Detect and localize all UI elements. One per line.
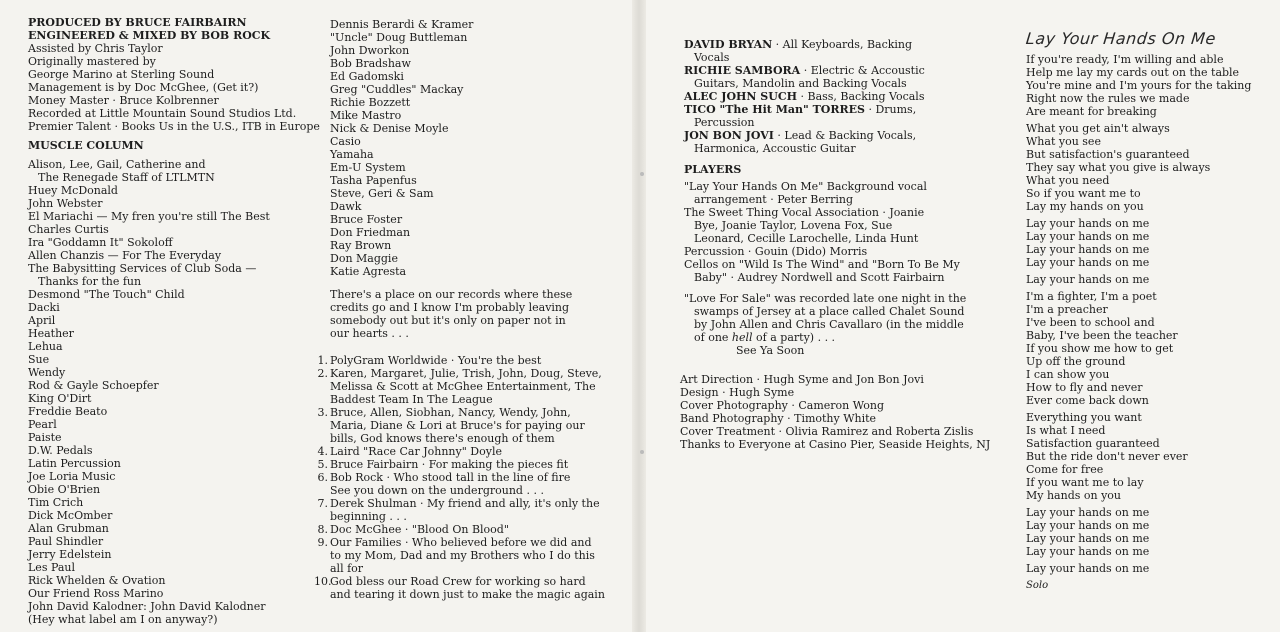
muscle-name: Desmond "The Touch" Child	[28, 288, 185, 301]
note-line: "Love For Sale" was recorded late one night in the	[684, 292, 967, 305]
production-credits-column	[28, 16, 320, 626]
band-member	[684, 129, 990, 142]
muscle-name: Les Paul	[28, 561, 76, 574]
muscle-name: King O'Dirt	[28, 392, 92, 405]
numbered-thanks-line	[314, 432, 605, 445]
muscle-name: Dacki	[28, 301, 60, 314]
member-role: · All Keyboards, Backing	[772, 38, 913, 51]
thanks-number: 1.	[317, 354, 328, 367]
lyric-line: Lay your hands on me	[1026, 273, 1150, 286]
thanks-number: 6.	[317, 471, 328, 484]
lyric-line: Baby, I've been the teacher	[1026, 329, 1178, 342]
lyric-line: If you're ready, I'm willing and able	[1026, 53, 1224, 66]
band-member	[684, 103, 990, 116]
band-credits-column	[680, 38, 991, 451]
thanks-name: Dawk	[330, 200, 362, 213]
art-credit: Design · Hugh Syme	[680, 386, 795, 399]
member-name: ALEC JOHN SUCH	[684, 90, 797, 103]
lyric-line: Satisfaction guaranteed	[1026, 437, 1160, 450]
thanks-name: Tasha Papenfus	[330, 174, 417, 187]
muscle-name: Charles Curtis	[28, 223, 109, 236]
lyric-line: I've been to school and	[1026, 316, 1155, 329]
player-credit-continued: Baby" · Audrey Nordwell and Scott Fairbairn	[694, 271, 945, 284]
thanks-number	[314, 393, 330, 406]
credit-line: Recorded at Little Mountain Sound Studios Ltd.	[28, 107, 297, 120]
numbered-thanks-line	[314, 575, 605, 588]
muscle-name: Huey McDonald	[28, 184, 118, 197]
thanks-name: Steve, Geri & Sam	[330, 187, 434, 200]
thanks-text: all for	[330, 562, 364, 575]
muscle-name-continued: The Renegade Staff of LTLMTN	[38, 171, 215, 184]
lyric-line: Lay your hands on me	[1026, 519, 1150, 532]
member-role-continued: Percussion	[694, 116, 755, 129]
muscle-name: Allen Chanzis — For The Everyday	[28, 249, 222, 262]
thanks-text: and tearing it down just to make the magic again	[330, 588, 605, 601]
note-line: of one hell of a party) . . .	[694, 331, 836, 344]
lyric-line: My hands on you	[1026, 489, 1122, 502]
lyric-stanza	[1026, 273, 1251, 286]
lyric-line: Lay your hands on me	[1026, 230, 1150, 243]
thanks-number	[314, 562, 330, 575]
numbered-thanks-line	[314, 562, 605, 575]
players-heading: PLAYERS	[684, 163, 742, 176]
thanks-number	[314, 510, 330, 523]
lyric-stanza	[1026, 562, 1251, 575]
muscle-name: Rod & Gayle Schoepfer	[28, 379, 159, 392]
muscle-name-continued: Thanks for the fun	[38, 275, 142, 288]
credit-line: George Marino at Sterling Sound	[28, 68, 215, 81]
note-line: somebody out but it's only on paper not in	[330, 314, 566, 327]
muscle-name: Our Friend Ross Marino	[28, 587, 164, 600]
thanks-text: Our Families · Who believed before we did and	[330, 536, 592, 549]
band-member	[684, 38, 990, 51]
lyric-line: Lay your hands on me	[1026, 243, 1150, 256]
note-line: our hearts . . .	[330, 327, 409, 340]
thanks-number	[314, 484, 330, 497]
muscle-name: The Babysitting Services of Club Soda —	[28, 262, 257, 275]
muscle-name: Alison, Lee, Gail, Catherine and	[28, 158, 206, 171]
thanks-text: to my Mom, Dad and my Brothers who I do this	[330, 549, 595, 562]
thanks-text: Karen, Margaret, Julie, Trish, John, Doug, Steve,	[330, 367, 602, 380]
lyric-stanza	[1026, 53, 1251, 118]
lyric-line: Lay your hands on me	[1026, 545, 1150, 558]
lyric-line: What you get ain't always	[1026, 122, 1170, 135]
lyric-line: But satisfaction's guaranteed	[1026, 148, 1190, 161]
thanks-name: Bob Bradshaw	[330, 57, 411, 70]
thanks-text: Maria, Diane & Lori at Bruce's for paying our	[330, 419, 585, 432]
love-for-sale-note	[684, 292, 990, 357]
thanks-number	[314, 380, 330, 393]
thanks-text: Baddest Team In The League	[330, 393, 493, 406]
muscle-name: Jerry Edelstein	[28, 548, 112, 561]
muscle-name: April	[28, 314, 56, 327]
art-credit: Art Direction · Hugh Syme and Jon Bon Jovi	[680, 373, 924, 386]
muscle-name: Rick Whelden & Ovation	[28, 574, 166, 587]
lyric-line: But the ride don't never ever	[1026, 450, 1188, 463]
numbered-thanks-line	[314, 471, 605, 484]
thanks-text: beginning . . .	[330, 510, 407, 523]
thanks-column	[314, 18, 605, 601]
lyric-line: What you need	[1026, 174, 1110, 187]
thanks-number: 2.	[317, 367, 328, 380]
member-role-continued: Vocals	[694, 51, 730, 64]
thanks-name: John Dworkon	[330, 44, 410, 57]
thanks-number: 5.	[317, 458, 328, 471]
numbered-thanks-line	[314, 406, 605, 419]
thanks-name: Don Maggie	[330, 252, 398, 265]
thanks-name: Don Friedman	[330, 226, 411, 239]
player-credit: "Lay Your Hands On Me" Background vocal	[684, 180, 927, 193]
numbered-thanks-line	[314, 523, 605, 536]
numbered-thanks-line	[314, 393, 605, 406]
credit-line: Assisted by Chris Taylor	[28, 42, 163, 55]
lyric-stanza	[1026, 506, 1251, 558]
muscle-column-heading: MUSCLE COLUMN	[28, 139, 144, 152]
lyric-line: I can show you	[1026, 368, 1110, 381]
lyric-line: So if you want me to	[1026, 187, 1141, 200]
numbered-thanks-line	[314, 419, 605, 432]
credit-line: Premier Talent · Books Us in the U.S., ITB in Europe	[28, 120, 320, 133]
lyric-line: If you show me how to get	[1026, 342, 1174, 355]
lyric-line: Lay your hands on me	[1026, 506, 1150, 519]
staple-mark	[640, 172, 644, 176]
lyric-stanza	[1026, 290, 1251, 407]
thanks-text: Bob Rock · Who stood tall in the line of fire	[330, 471, 571, 484]
thanks-name: Casio	[330, 135, 361, 148]
player-credit-continued: Bye, Joanie Taylor, Lovena Fox, Sue	[694, 219, 893, 232]
player-credit: The Sweet Thing Vocal Association · Joanie	[684, 206, 925, 219]
thanks-number: 10.	[314, 575, 332, 588]
thanks-name: Greg "Cuddles" Mackay	[330, 83, 464, 96]
thanks-number	[314, 419, 330, 432]
thanks-text: Melissa & Scott at McGhee Entertainment, The	[330, 380, 596, 393]
art-credit: Thanks to Everyone at Casino Pier, Seaside Heights, NJ	[680, 438, 991, 451]
muscle-name: Heather	[28, 327, 74, 340]
note-line: by John Allen and Chris Cavallaro (in the middle	[694, 318, 964, 331]
lyric-stanza	[1026, 411, 1251, 502]
thanks-number	[314, 432, 330, 445]
muscle-name: Latin Percussion	[28, 457, 121, 470]
lyric-line: Lay your hands on me	[1026, 532, 1150, 545]
lyric-line: They say what you give is always	[1026, 161, 1211, 174]
thanks-text: Doc McGhee · "Blood On Blood"	[330, 523, 509, 536]
member-role: · Bass, Backing Vocals	[797, 90, 925, 103]
muscle-name: Freddie Beato	[28, 405, 108, 418]
muscle-name: El Mariachi — My fren you're still The Best	[28, 210, 270, 223]
muscle-name: Pearl	[28, 418, 57, 431]
thanks-text: Bruce Fairbairn · For making the pieces fit	[330, 458, 569, 471]
muscle-name: Joe Loria Music	[28, 470, 116, 483]
thanks-number	[314, 588, 330, 601]
lyric-line: You're mine and I'm yours for the taking	[1026, 79, 1252, 92]
player-credit: Cellos on "Wild Is The Wind" and "Born To Be My	[684, 258, 960, 271]
thanks-number: 8.	[317, 523, 328, 536]
thanks-text: Derek Shulman · My friend and ally, it's only the	[330, 497, 600, 510]
player-credit-continued: arrangement · Peter Berring	[694, 193, 854, 206]
thanks-name: "Uncle" Doug Buttleman	[330, 31, 468, 44]
muscle-name: (Hey what label am I on anyway?)	[28, 613, 218, 626]
thanks-name: Dennis Berardi & Kramer	[330, 18, 474, 31]
booklet-gutter	[632, 0, 646, 632]
staple-mark	[640, 450, 644, 454]
muscle-name: Obie O'Brien	[28, 483, 101, 496]
thanks-number: 9.	[317, 536, 328, 549]
thanks-name: Katie Agresta	[330, 265, 407, 278]
thanks-number	[314, 549, 330, 562]
member-role: · Electric & Accoustic	[800, 64, 925, 77]
numbered-thanks-line	[314, 458, 605, 471]
thanks-text: bills, God knows there's enough of them	[330, 432, 555, 445]
muscle-name: Paiste	[28, 431, 62, 444]
muscle-name: Lehua	[28, 340, 63, 353]
band-member	[684, 90, 990, 103]
member-role-continued: Harmonica, Accoustic Guitar	[694, 142, 856, 155]
player-credit-continued: Leonard, Cecille Larochelle, Linda Hunt	[694, 232, 919, 245]
engineer-credit: ENGINEERED & MIXED BY BOB ROCK	[28, 29, 271, 42]
thanks-text: God bless our Road Crew for working so hard	[330, 575, 586, 588]
note-line: There's a place on our records where these	[330, 288, 573, 301]
muscle-name: Ira "Goddamn It" Sokoloff	[28, 236, 173, 249]
art-credit: Cover Photography · Cameron Wong	[680, 399, 885, 412]
muscle-name: Dick McOmber	[28, 509, 113, 522]
numbered-thanks-line	[314, 367, 605, 380]
thanks-text: See you down on the underground . . .	[330, 484, 544, 497]
numbered-thanks-line	[314, 588, 605, 601]
thanks-name: Richie Bozzett	[330, 96, 411, 109]
thanks-name: Em-U System	[330, 161, 406, 174]
lyric-stanza	[1026, 122, 1251, 213]
note-line: credits go and I know I'm probably leaving	[330, 301, 570, 314]
lyric-line: I'm a preacher	[1026, 303, 1108, 316]
lyrics-column	[1025, 29, 1252, 592]
member-role: · Drums,	[864, 103, 917, 116]
lyric-line: Come for free	[1026, 463, 1104, 476]
song-title: Lay Your Hands On Me	[1025, 29, 1217, 48]
lyric-line: Lay your hands on me	[1026, 256, 1150, 269]
lyric-line: How to fly and never	[1026, 381, 1143, 394]
muscle-name: Wendy	[28, 366, 66, 379]
lyric-line: Is what I need	[1026, 424, 1106, 437]
member-role: · Lead & Backing Vocals,	[773, 129, 917, 142]
lyric-line: Lay your hands on me	[1026, 217, 1150, 230]
member-name: TICO "The Hit Man" TORRES	[684, 103, 865, 116]
numbered-thanks-line	[314, 484, 605, 497]
thanks-number: 4.	[317, 445, 328, 458]
thanks-text: Laird "Race Car Johnny" Doyle	[330, 445, 502, 458]
numbered-thanks-line	[314, 536, 605, 549]
producer-credit: PRODUCED BY BRUCE FAIRBAIRN	[28, 16, 247, 29]
lyric-line: If you want me to lay	[1026, 476, 1144, 489]
lyric-line: Help me lay my cards out on the table	[1026, 66, 1240, 79]
muscle-name: John David Kalodner: John David Kalodner	[28, 600, 266, 613]
lyric-line: Right now the rules we made	[1026, 92, 1190, 105]
thanks-name: Nick & Denise Moyle	[330, 122, 449, 135]
member-name: DAVID BRYAN	[684, 38, 773, 51]
thanks-name: Yamaha	[330, 148, 374, 161]
muscle-name: John Webster	[28, 197, 103, 210]
player-credit: Percussion · Gouin (Dido) Morris	[684, 245, 868, 258]
muscle-name: Alan Grubman	[28, 522, 109, 535]
lyric-line: Lay my hands on you	[1026, 200, 1144, 213]
credits-note	[330, 288, 605, 340]
muscle-name: Paul Shindler	[28, 535, 104, 548]
numbered-thanks-line	[314, 445, 605, 458]
lyric-line: What you see	[1026, 135, 1101, 148]
thanks-name: Mike Mastro	[330, 109, 402, 122]
art-credit: Band Photography · Timothy White	[680, 412, 877, 425]
muscle-name: Sue	[28, 353, 50, 366]
member-name: RICHIE SAMBORA	[684, 64, 801, 77]
credit-line: Money Master · Bruce Kolbrenner	[28, 94, 219, 107]
lyric-line: Everything you want	[1026, 411, 1142, 424]
thanks-number: 7.	[317, 497, 328, 510]
lyric-line: Ever come back down	[1026, 394, 1149, 407]
numbered-thanks-line	[314, 497, 605, 510]
thanks-text: Bruce, Allen, Siobhan, Nancy, Wendy, John,	[330, 406, 571, 419]
see-ya-soon: See Ya Soon	[736, 344, 805, 357]
credit-line: Management is by Doc McGhee, (Get it?)	[28, 81, 259, 94]
member-role-continued: Guitars, Mandolin and Backing Vocals	[694, 77, 907, 90]
lyric-line: Up off the ground	[1026, 355, 1126, 368]
thanks-name: Bruce Foster	[330, 213, 403, 226]
thanks-name: Ed Gadomski	[330, 70, 404, 83]
thanks-name: Ray Brown	[330, 239, 392, 252]
thanks-text: PolyGram Worldwide · You're the best	[330, 354, 542, 367]
muscle-name: Tim Crich	[28, 496, 84, 509]
numbered-thanks-line	[314, 549, 605, 562]
numbered-thanks-line	[314, 380, 605, 393]
solo-marker: Solo	[1026, 580, 1049, 591]
numbered-thanks-line	[314, 354, 605, 367]
muscle-name: D.W. Pedals	[28, 444, 93, 457]
credit-line: Originally mastered by	[28, 55, 156, 68]
lyric-line: Are meant for breaking	[1026, 105, 1157, 118]
member-name: JON BON JOVI	[684, 129, 774, 142]
note-line: swamps of Jersey at a place called Chalet Sound	[694, 305, 965, 318]
art-credit: Cover Treatment · Olivia Ramirez and Roberta Zislis	[680, 425, 974, 438]
lyric-line: I'm a fighter, I'm a poet	[1026, 290, 1157, 303]
numbered-thanks-line	[314, 510, 605, 523]
band-member	[684, 64, 990, 77]
lyric-stanza	[1026, 217, 1251, 269]
lyric-line: Lay your hands on me	[1026, 562, 1150, 575]
thanks-number: 3.	[317, 406, 328, 419]
